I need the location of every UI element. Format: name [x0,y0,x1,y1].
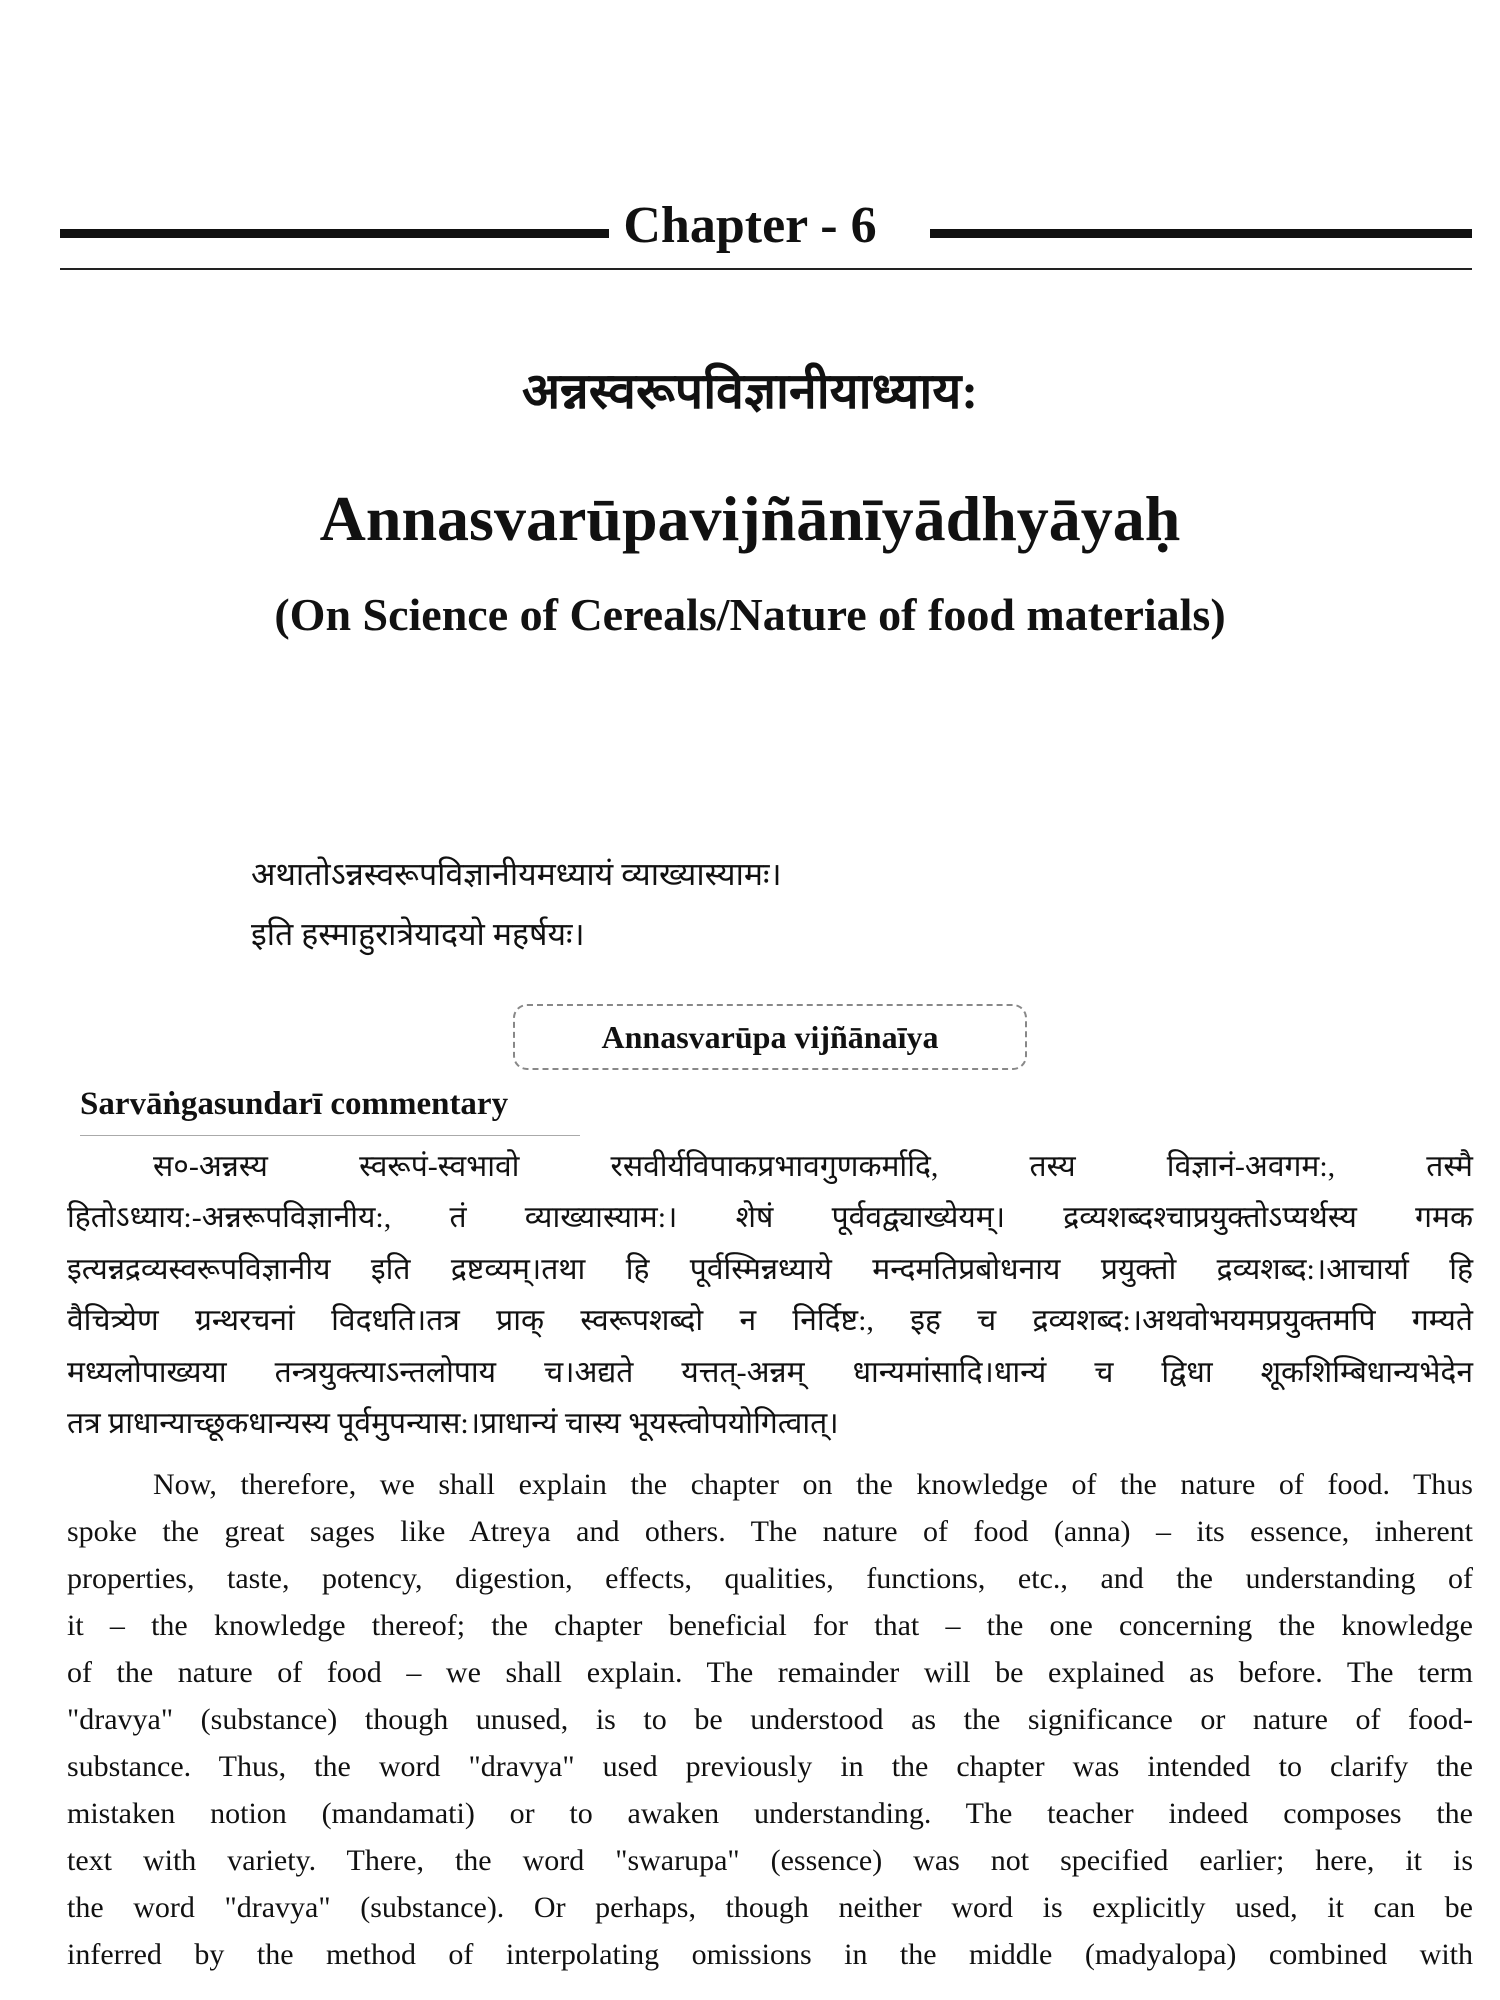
chapter-subtitle: (On Science of Cereals/Nature of food materials) [274,589,1226,640]
english-line: spoke the great sages like Atreya and others. The nature of food (anna) – its essence, inherent [67,1515,1473,1548]
sanskrit-line: स०-अन्नस्य स्वरूपं-स्वभावो रसवीर्यविपाकप्रभावगुणकर्मादि, तस्य विज्ञानं-अवगम:, तस्मै [153,1150,1473,1183]
commentary-heading: Sarvāṅgasundarī commentary [80,1086,509,1122]
commentary-rule [80,1135,580,1136]
english-line: it – the knowledge thereof; the chapter beneficial for that – the one concerning the knowledge [67,1609,1473,1642]
english-line: substance. Thus, the word "dravya" used previously in the chapter was intended to clarify the [67,1750,1473,1783]
devanagari-title: अन्नस्वरूपविज्ञानीयाध्याय: [522,363,978,419]
sanskrit-line: इत्यन्नद्रव्यस्वरूपविज्ञानीय इति द्रष्टव्यम्।तथा हि पूर्वस्मिन्नध्याये मन्दमतिप्रबोधनाय प्रयुक्तो द्रव्यशब्द:।आचार्या हि [67,1253,1473,1286]
section-box-label: Annasvarūpa vijñānaīya [601,1018,939,1055]
chapter-label: Chapter - 6 [609,197,890,254]
english-line: properties, taste, potency, digestion, effects, qualities, functions, etc., and the understanding of [67,1562,1473,1595]
chapter-heading [0,196,1500,256]
header-rule [60,268,1472,270]
english-line: text with variety. There, the word "swarupa" (essence) was not specified earlier; here, it is [67,1844,1473,1877]
sanskrit-line: हितोऽध्याय:-अन्नरूपविज्ञानीय:, तं व्याख्यास्याम:। शेषं पूर्ववद्व्याख्येयम्। द्रव्यशब्दश्चाप्रयुक्तोऽप्यर्थस्य गमक [67,1201,1473,1234]
chapter-title: Annasvarūpavijñānīyādhyāyaḥ [319,483,1181,554]
english-line: of the nature of food – we shall explain. The remainder will be explained as before. The term [67,1656,1473,1689]
section-box [513,1004,1027,1070]
english-line: the word "dravya" (substance). Or perhaps, though neither word is explicitly used, it can be [67,1891,1473,1924]
english-line: "dravya" (substance) though unused, is to be understood as the significance or nature of food- [67,1703,1473,1736]
english-line: inferred by the method of interpolating omissions in the middle (madyalopa) combined with [67,1938,1473,1971]
sanskrit-line: वैचित्र्येण ग्रन्थरचनां विदधति।तत्र प्राक् स्वरूपशब्दो न निर्दिष्ट:, इह च द्रव्यशब्द:।अथवोभयमप्रयुक्तमपि गम्यते [67,1304,1473,1337]
english-line: mistaken notion (mandamati) or to awaken understanding. The teacher indeed composes the [67,1797,1473,1830]
verse-line: इति हस्माहुरात्रेयादयो महर्षयः। [251,916,585,952]
sanskrit-line: तत्र प्राधान्याच्छूकधान्यस्य पूर्वमुपन्यास:।प्राधान्यं चास्य भूयस्त्वोपयोगित्वात्। [67,1407,839,1440]
verse-line: अथातोऽन्नस्वरूपविज्ञानीयमध्यायं व्याख्यास्यामः। [251,856,782,892]
sanskrit-line: मध्यलोपाख्यया तन्त्रयुक्त्याऽन्तलोपाय च।अद्यते यत्तत्-अन्नम् धान्यमांसादि।धान्यं च द्विधा शूकशिम्बिधान्यभेदेन [67,1356,1473,1389]
english-line: Now, therefore, we shall explain the chapter on the knowledge of the nature of food. Thus [153,1468,1473,1501]
